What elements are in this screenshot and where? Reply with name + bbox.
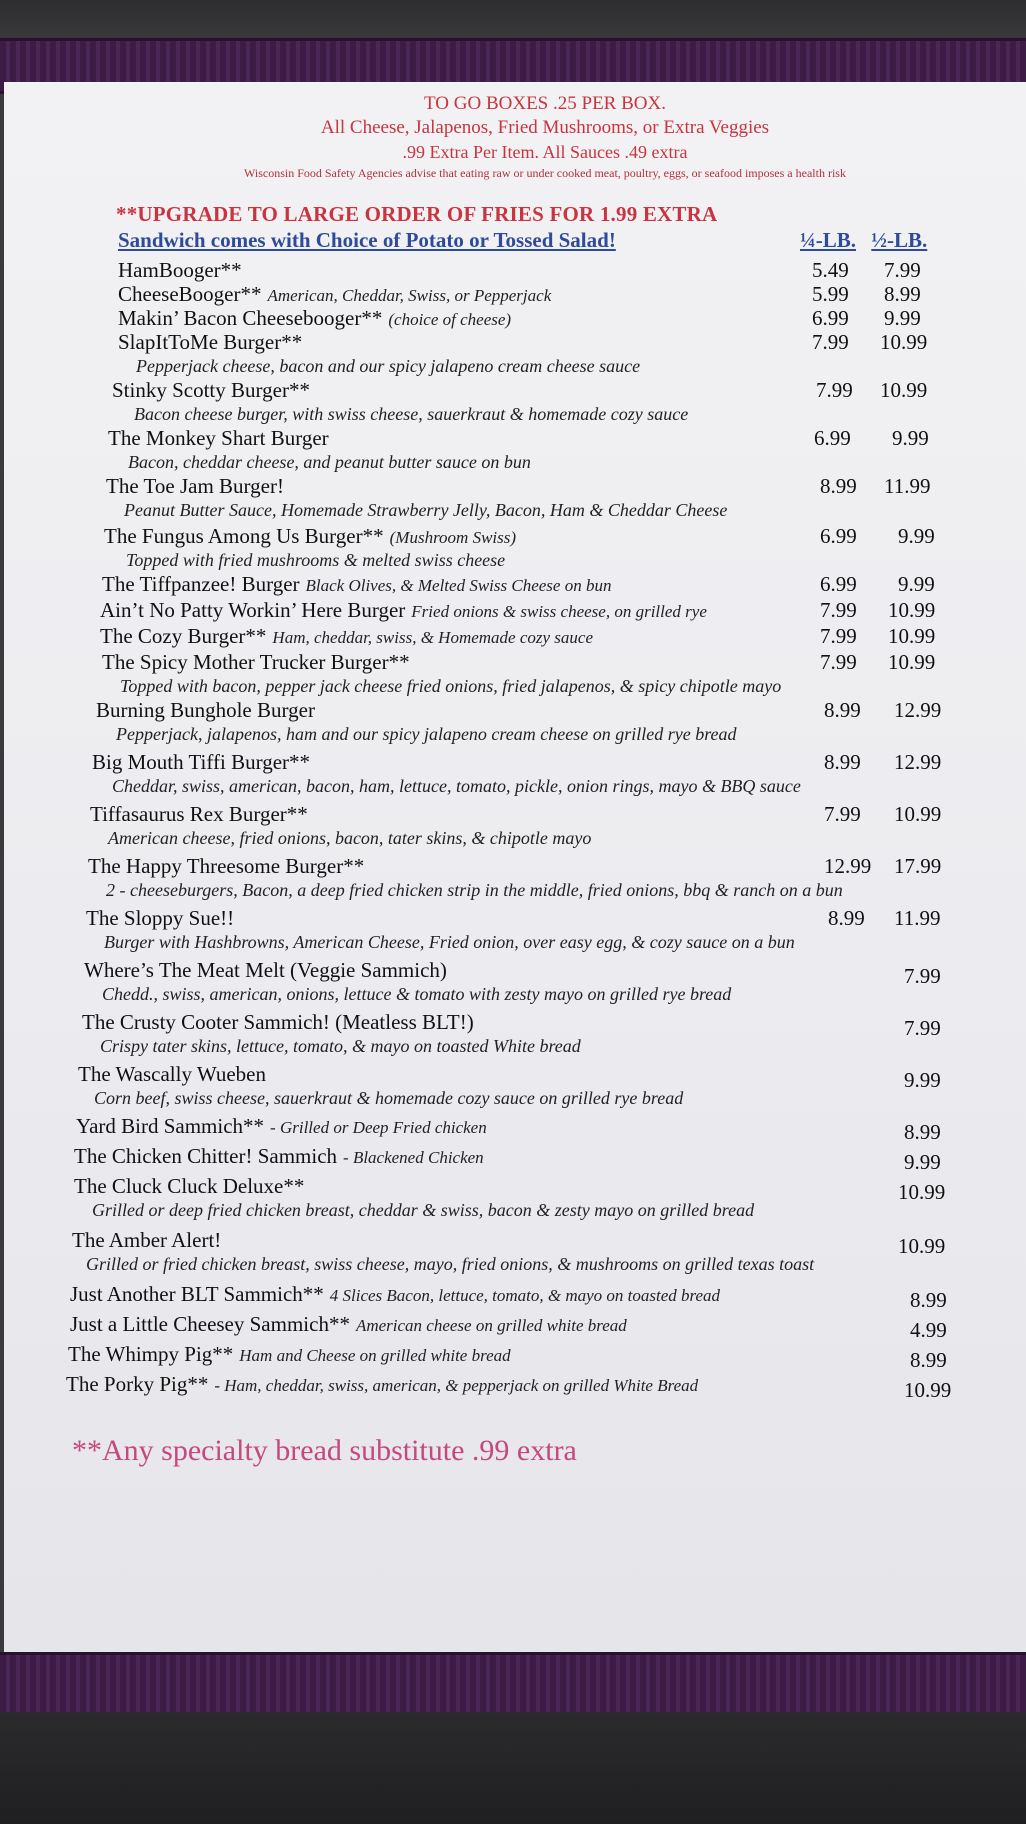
half-lb-header: ½-LB. xyxy=(871,228,928,252)
price-half-lb: 10.99 xyxy=(888,650,936,674)
health-warning: Wisconsin Food Safety Agencies advise that eating raw or under cooked meat, poultry, eggs, or seafood imposes a health risk xyxy=(244,166,846,180)
price: 8.99 xyxy=(910,1288,947,1312)
price-half-lb: 7.99 xyxy=(884,258,921,282)
menu-item-description: Topped with bacon, pepper jack cheese fried onions, fried jalapenos, & spicy chipotle mayo xyxy=(120,676,782,696)
menu-item xyxy=(74,1144,484,1169)
price-quarter-lb: 8.99 xyxy=(828,906,865,930)
menu-item-name: Just Another BLT Sammich** xyxy=(70,1282,324,1306)
price: 4.99 xyxy=(910,1318,947,1342)
menu-item-name: Stinky Scotty Burger** xyxy=(112,378,310,402)
price-quarter-lb: 7.99 xyxy=(820,624,857,648)
menu-item-inline-description: Fried onions & swiss cheese, on grilled rye xyxy=(411,602,707,621)
price: 7.99 xyxy=(904,964,941,988)
menu-item xyxy=(108,426,329,451)
price-half-lb: 10.99 xyxy=(888,624,936,648)
menu-item-description: Corn beef, swiss cheese, sauerkraut & homemade cozy sauce on grilled rye bread xyxy=(94,1088,684,1108)
menu-item-description: Grilled or deep fried chicken breast, cheddar & swiss, bacon & zesty mayo on grilled bread xyxy=(92,1200,755,1220)
price: 10.99 xyxy=(898,1234,946,1258)
price-half-lb: 11.99 xyxy=(894,906,941,930)
menu-item xyxy=(84,958,447,983)
menu-item xyxy=(106,474,284,499)
price: 8.99 xyxy=(910,1348,947,1372)
menu-item-inline-description: - Grilled or Deep Fried chicken xyxy=(270,1118,487,1137)
price-quarter-lb: 7.99 xyxy=(816,378,853,402)
price-half-lb: 12.99 xyxy=(894,698,942,722)
menu-item xyxy=(90,802,308,827)
price-quarter-lb: 8.99 xyxy=(824,698,861,722)
price-quarter-lb: 8.99 xyxy=(820,474,857,498)
menu-item-name: Makin’ Bacon Cheesebooger** xyxy=(118,306,383,330)
price: 8.99 xyxy=(904,1120,941,1144)
menu-item-description: Burger with Hashbrowns, American Cheese, Fried onion, over easy egg, & cozy sauce on a bun xyxy=(104,932,795,952)
menu-item xyxy=(78,1062,266,1087)
price-half-lb: 9.99 xyxy=(898,572,935,596)
price-quarter-lb: 7.99 xyxy=(820,598,857,622)
menu-item xyxy=(82,1010,474,1035)
specialty-bread-note: **Any specialty bread substitute .99 extra xyxy=(72,1434,577,1467)
extra-price-notice: .99 Extra Per Item. All Sauces .49 extra xyxy=(402,142,688,162)
menu-item-inline-description: Ham and Cheese on grilled white bread xyxy=(239,1346,511,1365)
menu-item xyxy=(70,1282,720,1307)
menu-item-name: The Amber Alert! xyxy=(72,1228,222,1252)
side-choice-note: Sandwich comes with Choice of Potato or Tossed Salad! xyxy=(118,228,616,252)
menu-item-description: Chedd., swiss, american, onions, lettuce & tomato with zesty mayo on grilled rye bread xyxy=(102,984,732,1004)
menu-item-inline-description: - Ham, cheddar, swiss, american, & pepperjack on grilled White Bread xyxy=(214,1376,699,1395)
menu-item-description: Pepperjack cheese, bacon and our spicy jalapeno cream cheese sauce xyxy=(136,356,641,376)
price-half-lb: 10.99 xyxy=(894,802,942,826)
menu-item-description: Bacon, cheddar cheese, and peanut butter sauce on bun xyxy=(128,452,531,472)
price-half-lb: 10.99 xyxy=(880,378,928,402)
menu-item-description: Cheddar, swiss, american, bacon, ham, lettuce, tomato, pickle, onion rings, mayo & BBQ sauce xyxy=(112,776,801,796)
menu-item-name: Ain’t No Patty Workin’ Here Burger xyxy=(100,598,406,622)
price-half-lb: 17.99 xyxy=(894,854,942,878)
menu-item xyxy=(88,854,364,879)
menu-item-name: The Fungus Among Us Burger** xyxy=(104,524,384,548)
menu-item-description: Grilled or fried chicken breast, swiss cheese, mayo, fried onions, & mushrooms on grilled texas toast xyxy=(86,1254,815,1274)
menu-item xyxy=(72,1228,221,1253)
menu-item-name: The Cluck Cluck Deluxe** xyxy=(74,1174,305,1198)
menu-item-description: 2 - cheeseburgers, Bacon, a deep fried chicken strip in the middle, fried onions, bbq & ranch on a bun xyxy=(106,880,843,900)
price-half-lb: 10.99 xyxy=(880,330,928,354)
price-half-lb: 10.99 xyxy=(888,598,936,622)
menu-item-description: Peanut Butter Sauce, Homemade Strawberry Jelly, Bacon, Ham & Cheddar Cheese xyxy=(124,500,728,520)
price: 7.99 xyxy=(904,1016,941,1040)
price-quarter-lb: 7.99 xyxy=(812,330,849,354)
menu-item xyxy=(74,1174,304,1199)
menu-item xyxy=(66,1372,698,1397)
menu-item xyxy=(86,906,234,931)
menu-item-inline-description: (Mushroom Swiss) xyxy=(389,528,517,547)
menu-item-description: Pepperjack, jalapenos, ham and our spicy jalapeno cream cheese on grilled rye bread xyxy=(116,724,737,744)
menu-item-description: Bacon cheese burger, with swiss cheese, sauerkraut & homemade cozy sauce xyxy=(134,404,689,424)
menu-item-name: The Wascally Wueben xyxy=(78,1062,266,1086)
price-half-lb: 8.99 xyxy=(884,282,921,306)
price: 9.99 xyxy=(904,1068,941,1092)
to-go-notice: TO GO BOXES .25 PER BOX. xyxy=(424,93,666,114)
menu-item-name: Burning Bunghole Burger xyxy=(96,698,315,722)
menu-item-name: The Monkey Shart Burger xyxy=(108,426,329,450)
menu-page xyxy=(4,82,1026,1656)
menu-item xyxy=(68,1342,511,1367)
menu-item-name: SlapItToMe Burger** xyxy=(118,330,303,354)
price: 10.99 xyxy=(904,1378,952,1402)
price: 10.99 xyxy=(898,1180,946,1204)
menu-item-name: Where’s The Meat Melt (Veggie Sammich) xyxy=(84,958,447,982)
menu-item-inline-description: American, Cheddar, Swiss, or Pepperjack xyxy=(267,286,552,305)
menu-item xyxy=(118,258,242,283)
menu-item-name: Just a Little Cheesey Sammich** xyxy=(70,1312,350,1336)
menu-item-inline-description: American cheese on grilled white bread xyxy=(355,1316,627,1335)
price-quarter-lb: 6.99 xyxy=(814,426,851,450)
price-quarter-lb: 6.99 xyxy=(812,306,849,330)
menu-item-name: The Sloppy Sue!! xyxy=(86,906,235,930)
menu-item-inline-description: - Blackened Chicken xyxy=(343,1148,484,1167)
fries-upgrade-note: **UPGRADE TO LARGE ORDER OF FRIES FOR 1.99 EXTRA xyxy=(116,202,718,226)
menu-item-name: HamBooger** xyxy=(118,258,242,282)
photo-backdrop-bottom xyxy=(0,1712,1026,1824)
price-quarter-lb: 12.99 xyxy=(824,854,872,878)
menu-item-description: Crispy tater skins, lettuce, tomato, & mayo on toasted White bread xyxy=(100,1036,581,1056)
menu-item xyxy=(100,598,707,623)
menu-item xyxy=(102,650,410,675)
price-half-lb: 12.99 xyxy=(894,750,942,774)
menu-item-inline-description: Black Olives, & Melted Swiss Cheese on bun xyxy=(305,576,612,595)
price-half-lb: 9.99 xyxy=(898,524,935,548)
price-quarter-lb: 7.99 xyxy=(820,650,857,674)
price-half-lb: 9.99 xyxy=(892,426,929,450)
menu-item-name: The Whimpy Pig** xyxy=(68,1342,234,1366)
menu-item-description: Topped with fried mushrooms & melted swiss cheese xyxy=(126,550,506,570)
menu-item-name: The Crusty Cooter Sammich! (Meatless BLT!) xyxy=(82,1010,474,1034)
menu-item xyxy=(96,698,315,723)
menu-item-description: American cheese, fried onions, bacon, tater skins, & chipotle mayo xyxy=(108,828,592,848)
menu-item xyxy=(92,750,310,775)
menu-item xyxy=(118,306,511,331)
price-quarter-lb: 7.99 xyxy=(824,802,861,826)
menu-item xyxy=(118,282,551,307)
menu-item xyxy=(70,1312,627,1337)
menu-item xyxy=(118,330,302,355)
menu-item-name: The Happy Threesome Burger** xyxy=(88,854,365,878)
price-quarter-lb: 5.49 xyxy=(812,258,849,282)
menu-item xyxy=(100,624,593,649)
menu-item-name: The Tiffpanzee! Burger xyxy=(102,572,300,596)
menu-item xyxy=(112,378,310,403)
menu-item xyxy=(76,1114,487,1139)
menu-item-name: The Cozy Burger** xyxy=(100,624,267,648)
price-half-lb: 9.99 xyxy=(884,306,921,330)
price-quarter-lb: 5.99 xyxy=(812,282,849,306)
extras-notice: All Cheese, Jalapenos, Fried Mushrooms, or Extra Veggies xyxy=(320,117,770,138)
menu-item-name: Yard Bird Sammich** xyxy=(76,1114,265,1138)
menu-item-name: The Spicy Mother Trucker Burger** xyxy=(102,650,410,674)
menu-binder-edge-bottom xyxy=(0,1652,1026,1716)
price-quarter-lb: 6.99 xyxy=(820,572,857,596)
menu-item-name: The Porky Pig** xyxy=(66,1372,209,1396)
menu-item-name: The Toe Jam Burger! xyxy=(106,474,284,498)
price: 9.99 xyxy=(904,1150,941,1174)
quarter-lb-header: ¼-LB. xyxy=(800,228,857,252)
price-quarter-lb: 8.99 xyxy=(824,750,861,774)
menu-item-inline-description: (choice of cheese) xyxy=(388,310,512,329)
menu-item-inline-description: 4 Slices Bacon, lettuce, tomato, & mayo on toasted bread xyxy=(329,1286,721,1305)
menu-item-name: The Chicken Chitter! Sammich xyxy=(74,1144,338,1168)
menu-item-name: Tiffasaurus Rex Burger** xyxy=(90,802,308,826)
menu-item xyxy=(104,524,516,549)
menu-item-inline-description: Ham, cheddar, swiss, & Homemade cozy sauce xyxy=(272,628,594,647)
menu-item-list xyxy=(4,82,1026,1656)
menu-item-name: Big Mouth Tiffi Burger** xyxy=(92,750,311,774)
menu-item xyxy=(102,572,611,597)
menu-item-name: CheeseBooger** xyxy=(118,282,262,306)
price-half-lb: 11.99 xyxy=(884,474,931,498)
price-quarter-lb: 6.99 xyxy=(820,524,857,548)
